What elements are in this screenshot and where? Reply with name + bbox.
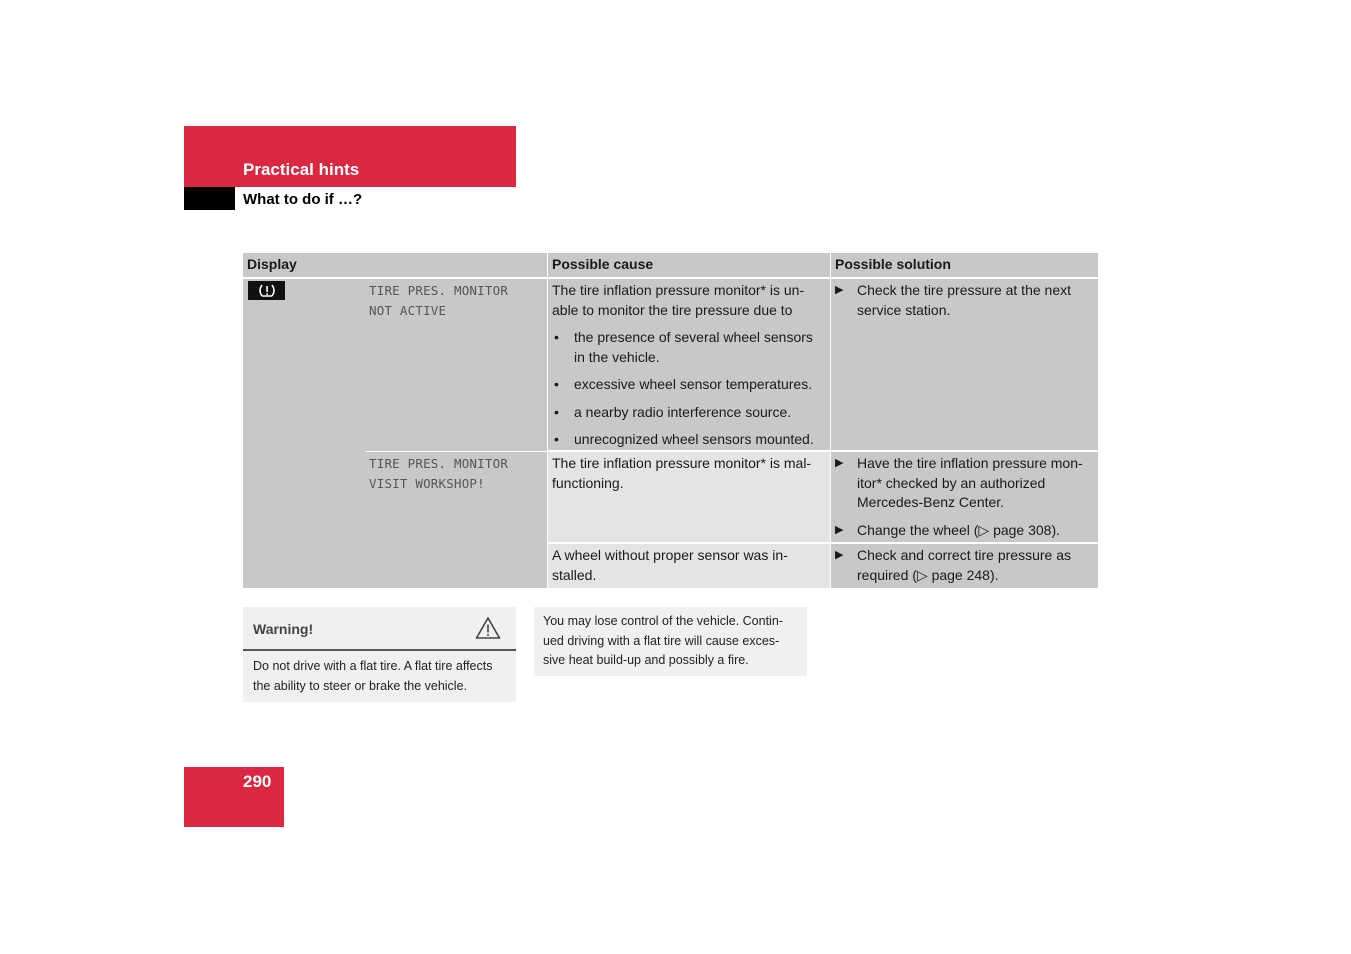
row-divider: [366, 451, 547, 452]
list-item: • unrecognized wheel sensors mounted.: [552, 430, 826, 450]
section-title: Practical hints: [243, 160, 360, 179]
arrow-right-icon: ▶: [835, 523, 844, 536]
list-item: • a nearby radio interference source.: [552, 403, 826, 423]
arrow-right-icon: ▶: [835, 549, 844, 561]
warning-continued: You may lose control of the vehicle. Contin-ued driving with a flat tire will cause exces-sive heat build-up and possibly a fire.: [534, 607, 807, 676]
row2-display-line2: VISIT WORKSHOP!: [369, 475, 485, 491]
row1-cause-intro: The tire inflation pressure monitor* is un-able to monitor the tire pressure due to: [552, 282, 805, 318]
solution-step: [835, 546, 1094, 585]
col-header-display: Display: [243, 253, 547, 277]
row1-display-message: [369, 281, 547, 320]
row2-display-message: [369, 454, 547, 493]
section-tab-marker: [184, 187, 235, 210]
tire-pressure-warning-icon: [248, 281, 285, 300]
solution-text: Change the wheel (▷ page 308).: [857, 521, 1061, 538]
solution-step: [835, 454, 1094, 513]
col-header-solution: Possible solution: [831, 253, 1098, 277]
list-item: • the presence of several wheel sensors in the vehicle.: [552, 328, 826, 367]
list-item: • excessive wheel sensor temperatures.: [552, 375, 826, 395]
warning-header: [243, 607, 516, 651]
row2-solution: [831, 452, 1098, 542]
warning-box: [243, 607, 516, 702]
row2-cause: The tire inflation pressure monitor* is mal-functioning.: [548, 452, 830, 542]
warning-body: Do not drive with a flat tire. A flat tire affects the ability to steer or brake the vehicle.: [253, 659, 493, 693]
arrow-right-icon: ▶: [835, 284, 844, 296]
page-number: 290: [243, 772, 272, 791]
solution-step: [835, 281, 1094, 320]
warning-triangle-icon: [475, 616, 501, 643]
row1-display-line1: TIRE PRES. MONITOR: [369, 283, 509, 298]
solution-text: Have the tire inflation pressure mon-itor* checked by an authorized Mercedes-Benz Center.: [857, 455, 1083, 510]
solution-text: Check the tire pressure at the next service station.: [857, 282, 1071, 318]
row3-solution: [831, 544, 1098, 588]
row3-cause: A wheel without proper sensor was in-stalled.: [548, 544, 830, 588]
solution-text: Check and correct tire pressure as required (▷ page 248).: [857, 547, 1071, 583]
solution-step: [835, 521, 1094, 541]
display-column: [243, 279, 547, 588]
row1-display-line2: NOT ACTIVE: [369, 302, 447, 318]
col-header-cause: Possible cause: [548, 253, 830, 277]
arrow-right-icon: ▶: [835, 457, 844, 469]
warning-title: Warning!: [253, 621, 314, 637]
row1-cause: [548, 279, 830, 450]
sub-title: What to do if …?: [243, 191, 363, 208]
row2-display-line1: TIRE PRES. MONITOR: [369, 456, 509, 471]
row1-solution: [831, 279, 1098, 450]
